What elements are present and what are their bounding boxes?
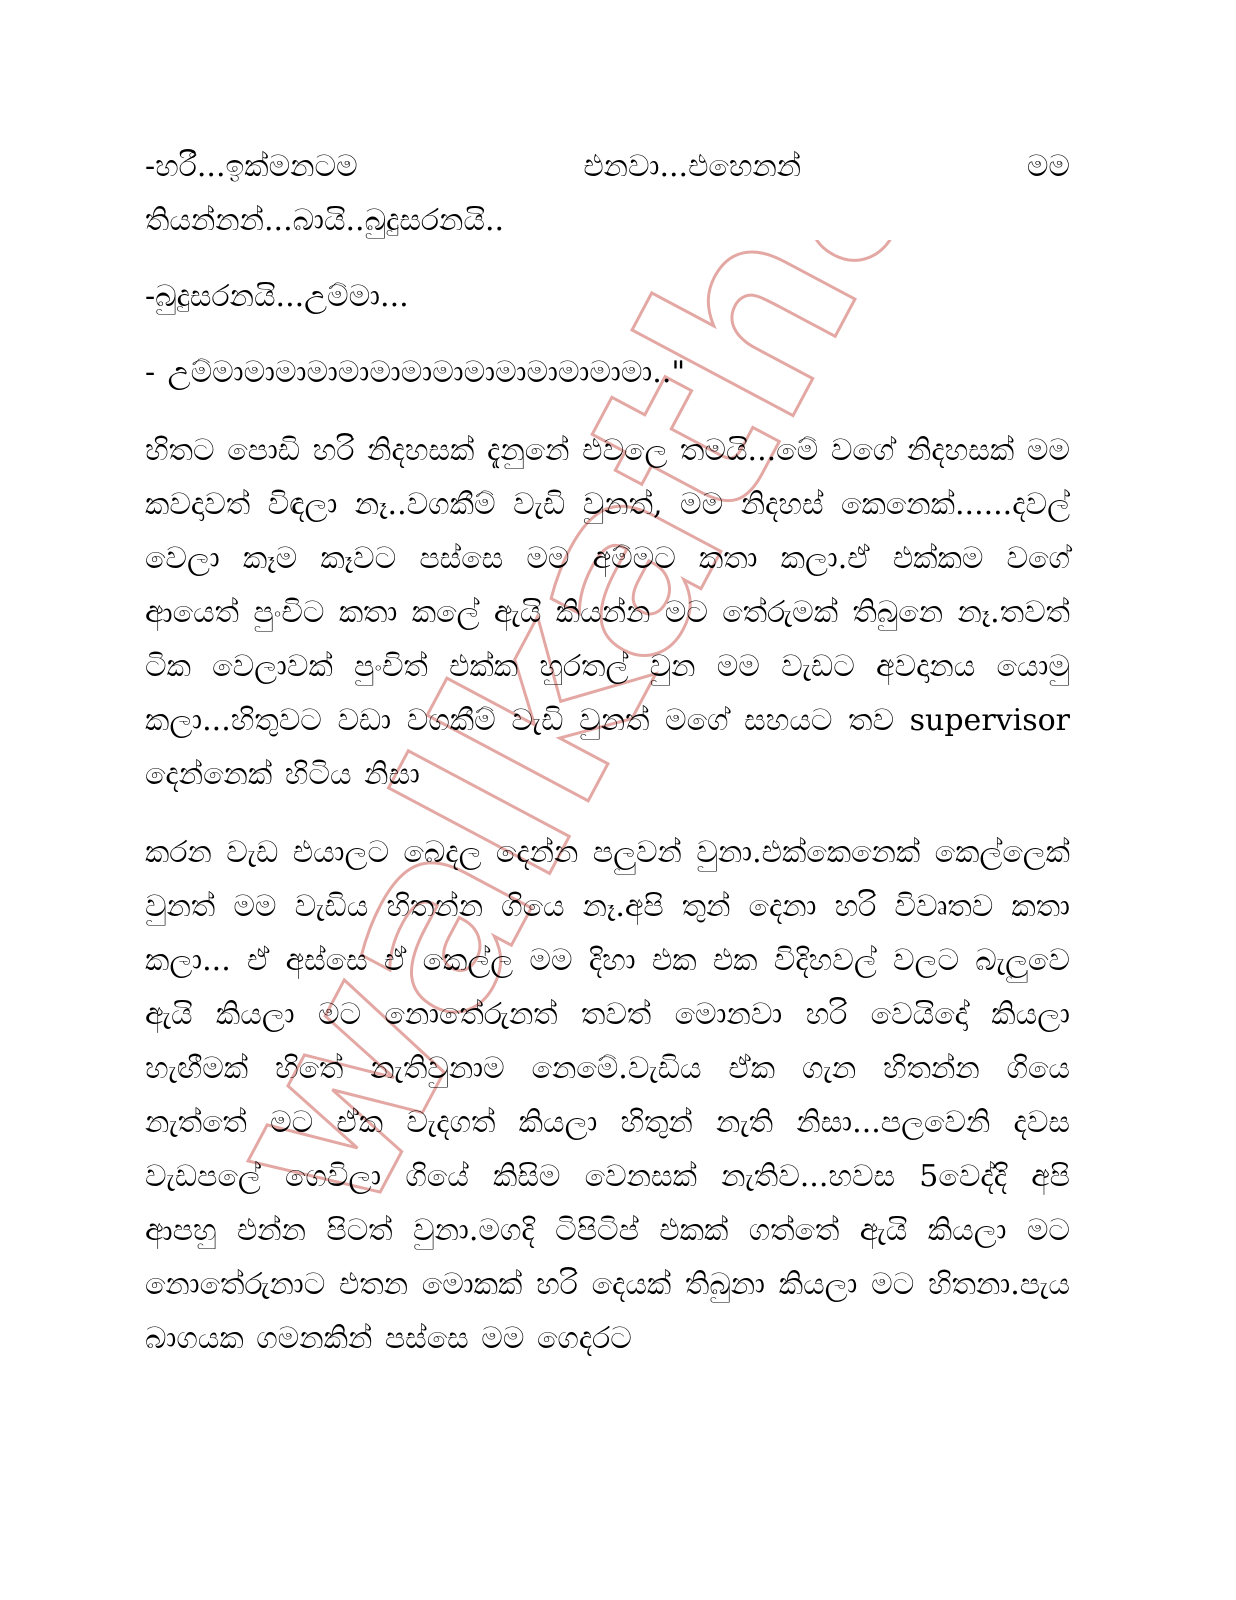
line1-part2: එනවා...එහෙනන් (583, 149, 802, 184)
line1-part1: -හරී...ඉක්මනටම (145, 149, 358, 184)
paragraph-4: හිතට පොඩි හරි නිදහසක් දැනුනේ එවලෙ තමයි...මේ වගේ නිදහසක් මම කවදාවත් විඳලා නෑ..වගකීම් වැඩි වුනත්, මම නිදහස් කෙනෙක්......දවල් වෙලා කෑම කෑවට පස්සෙ මම අම්මට කතා කලා.ඒ එක්කම වගේ ආයෙත් පුංචිට කතා කලේ ඇයි කියන්න මට තේරුමක් තිබුනෙ නෑ.තවත් ටික වෙලාවක් පුංචිත් එක්ක හුරතල් වුන මම වැඩට අවදානය යොමු කලා...හිතුවට වඩා වගකීම් වැඩි වුනත් මගේ සහයට තව supervisor දෙන්නෙක් හිටිය නිසා (145, 433, 1070, 792)
paragraph-1-line-2: තියන්නන්...බායි..බුදුසරනයි.. (145, 203, 505, 238)
paragraph-1-line-1 (145, 140, 1070, 194)
document-body (145, 140, 1070, 1366)
line1-part3: මම (1026, 149, 1070, 184)
paragraph-2: -බුදුසරනයි...උම්මා... (145, 279, 409, 314)
paragraph-5: කරන වැඩ එයාලට බෙදල දෙන්න පලුවන් වුනා.එක්කෙනෙක් කෙල්ලෙක් වුනත් මම වැඩිය හිතන්න ගියෙ නෑ.අපි තුන් දෙනා හරි විවෘතව කතා කලා... ඒ අස්සෙ ඒ කෙල්ල මම දිහා එක එක විදිහවල් වලට බැලුවෙ ඇයි කියලා මට නොතේරුනත් තවත් මොනවා හරි වෙයිදෝ කියලා හැඟීමක් හිතේ නැතිවුනාම නෙමේ.වැඩිය ඒක ගැන හිතන්න ගියෙ නැත්තේ මට ඒක වැදගත් කියලා හිතුන් නැති නිසා...පලවෙනි දවස වැඩපලේ ගෙවිලා ගියේ කිසිම වෙනසක් නැතිව...හවස 5වෙද්දි අපි ආපහු එන්න පිටත් වුනා.මගදි ටිපිටිප් එකක් ගත්තේ ඇයි කියලා මට නොතේරුනාට එතන මොකක් හරි දෙයක් තිබුනා කියලා මට හිතනා.පැය බාගයක ගමනකින් පස්සෙ මම ගෙදරට (145, 835, 1070, 1356)
watermark-text: walkatha (190, 240, 910, 1240)
paragraph-3: - උම්මාමාමාමාමාමාමාමාමාමාමාමාමාමා.." (145, 355, 686, 390)
